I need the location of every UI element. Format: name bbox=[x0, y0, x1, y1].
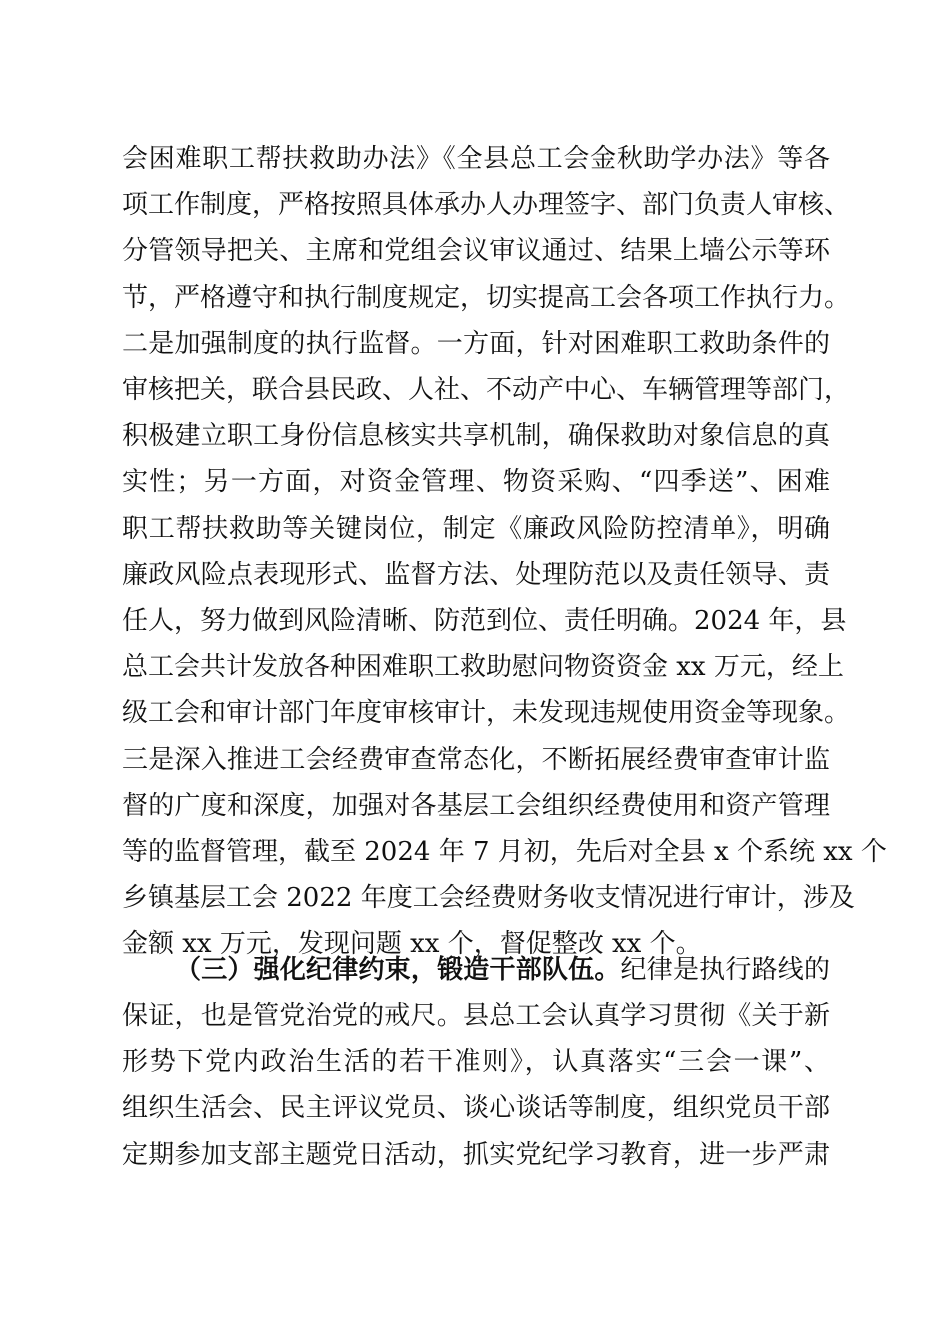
text-line: 金额 xx 万元，发现问题 xx 个，督促整改 xx 个。 bbox=[122, 929, 702, 960]
text-line: 实性；另一方面，对资金管理、物资采购、“四季送”、困难 bbox=[122, 467, 830, 498]
section-3-first-line bbox=[175, 950, 830, 990]
text-line: 职工帮扶救助等关键岗位，制定《廉政风险防控清单》，明确 bbox=[122, 513, 830, 544]
text-line: 总工会共计发放各种困难职工救助慰问物资资金 xx 万元，经上 bbox=[122, 652, 844, 683]
text-line: 组织生活会、民主评议党员、谈心谈话等制度，组织党员干部 bbox=[122, 1093, 830, 1124]
text-line: 督的广度和深度，加强对各基层工会组织经费使用和资产管理 bbox=[122, 790, 830, 821]
text-line: 二是加强制度的执行监督。一方面，针对困难职工救助条件的 bbox=[122, 328, 830, 359]
text-line: 会困难职工帮扶救助办法》《全县总工会金秋助学办法》等各 bbox=[122, 144, 830, 174]
section-3-heading: （三）强化纪律约束，锻造干部队伍。 bbox=[175, 955, 621, 985]
text-line: 审核把关，联合县民政、人社、不动产中心、车辆管理等部门， bbox=[122, 375, 851, 405]
text-line: 级工会和审计部门年度审核审计，未发现违规使用资金等现象。 bbox=[122, 698, 851, 729]
text-line: 三是深入推进工会经费审查常态化，不断拓展经费审查审计监 bbox=[122, 744, 830, 775]
text-line: 节，严格遵守和执行制度规定，切实提高工会各项工作执行力。 bbox=[122, 282, 851, 313]
text-line: 形势下党内政治生活的若干准则》，认真落实“三会一课”、 bbox=[122, 1047, 830, 1078]
text-line: 保证，也是管党治党的戒尺。县总工会认真学习贯彻《关于新 bbox=[122, 1001, 830, 1031]
text-line: 项工作制度，严格按照具体承办人办理签字、部门负责人审核、 bbox=[122, 190, 851, 221]
text-line: 任人，努力做到风险清晰、防范到位、责任明确。2024 年，县 bbox=[122, 606, 847, 636]
text-line: 定期参加支部主题党日活动，抓实党纪学习教育，进一步严肃 bbox=[122, 1139, 830, 1170]
text-line: 乡镇基层工会 2022 年度工会经费财务收支情况进行审计，涉及 bbox=[122, 883, 855, 914]
section-3-first-line-text: 纪律是执行路线的 bbox=[620, 955, 830, 985]
text-line: 分管领导把关、主席和党组会议审议通过、结果上墙公示等环 bbox=[122, 236, 830, 267]
text-line: 等的监督管理，截至 2024 年 7 月初，先后对全县 x 个系统 xx 个 bbox=[122, 837, 887, 867]
text-line: 积极建立职工身份信息核实共享机制，确保救助对象信息的真 bbox=[122, 421, 830, 452]
text-line: 廉政风险点表现形式、监督方法、处理防范以及责任领导、责 bbox=[122, 559, 830, 590]
